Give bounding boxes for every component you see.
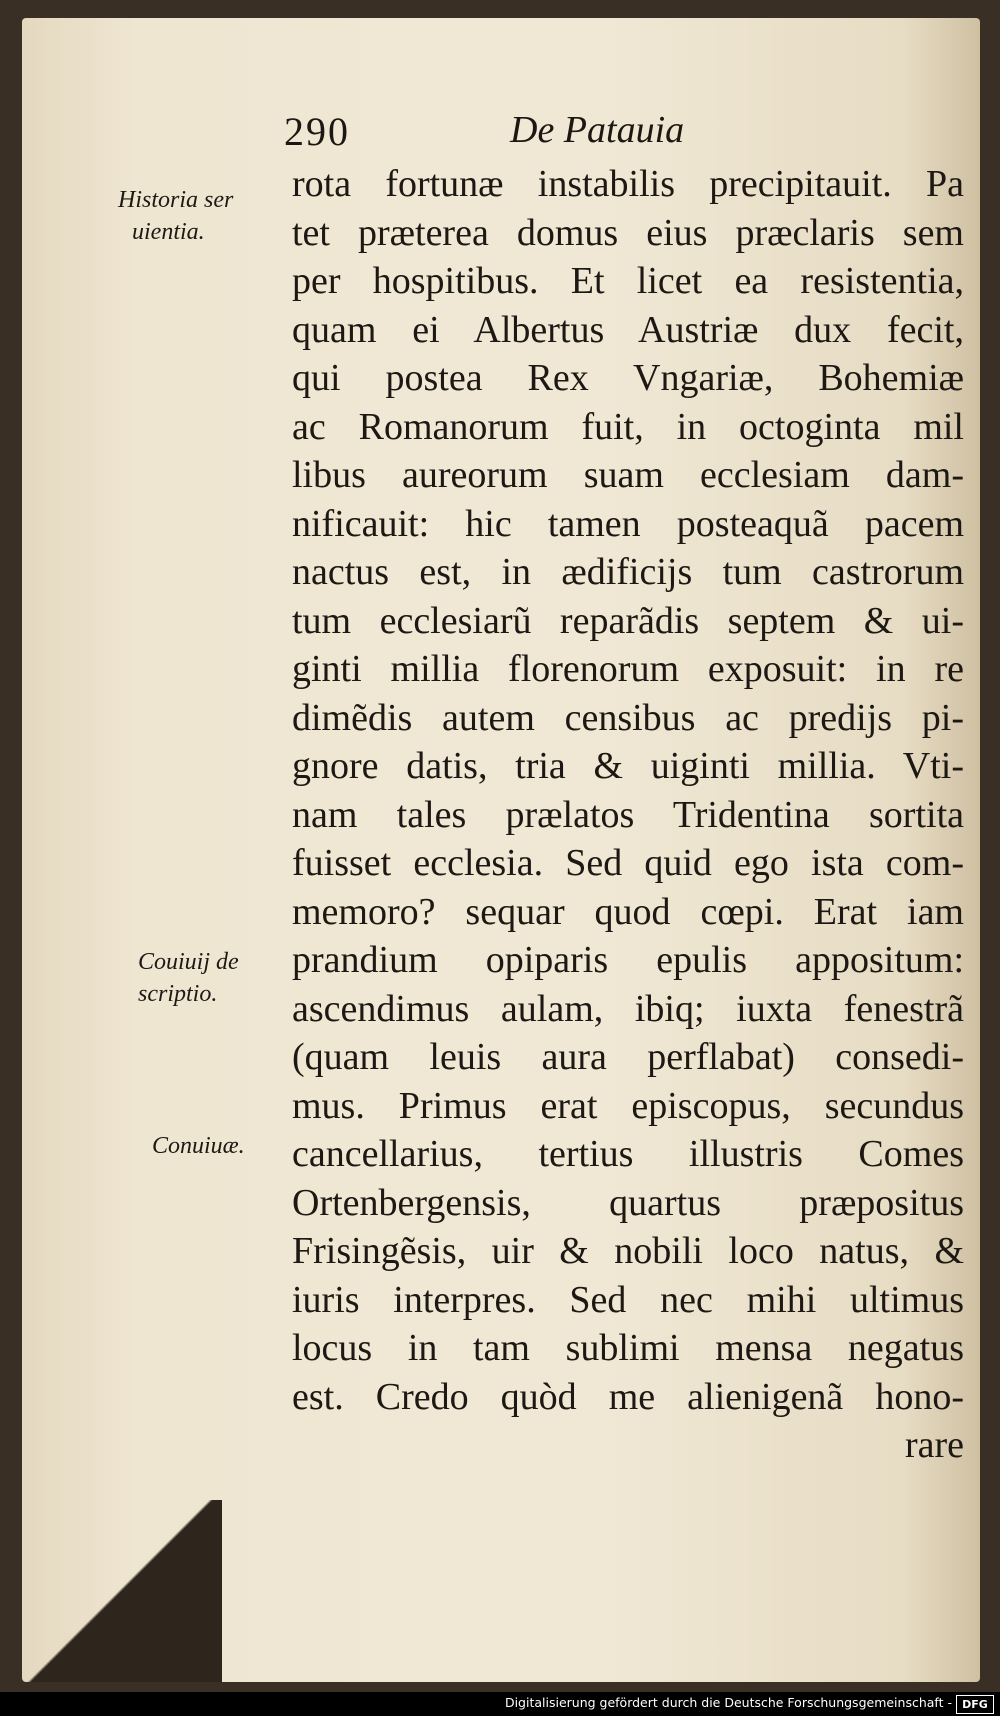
- text-line: est. Credo quòd me alienigenã hono-: [292, 1375, 964, 1418]
- marginal-note-line: Conuiuæ.: [152, 1133, 245, 1159]
- page-number: 290: [284, 109, 350, 154]
- text-line: quam ei Albertus Austriæ dux fecit,: [292, 308, 964, 351]
- running-title: De Patauia: [510, 109, 685, 151]
- dfg-logo-icon: DFG: [956, 1695, 994, 1714]
- text-line: dimẽdis autem censibus ac predijs pi-: [292, 696, 964, 739]
- text-line: nactus est, in ædificijs tum castrorum: [292, 551, 964, 593]
- folded-corner: [22, 1500, 222, 1682]
- text-line: ac Romanorum fuit, in octoginta mil: [292, 405, 964, 448]
- text-line: Ortenbergensis, quartus præpositus: [292, 1181, 964, 1224]
- text-line: (quam leuis aura perflabat) consedi-: [292, 1036, 964, 1078]
- text-line: qui postea Rex Vngariæ, Bohemiæ: [292, 357, 964, 399]
- text-line: per hospitibus. Et licet ea resistentia,: [292, 260, 964, 302]
- marginal-note-conuiuae: [152, 1130, 245, 1162]
- marginal-note-historia: [118, 184, 233, 248]
- text-line: tet præterea domus eius præclaris sem: [292, 211, 964, 254]
- text-line: fuisset ecclesia. Sed quid ego ista com-: [292, 842, 964, 884]
- footer-credit: Digitalisierung gefördert durch die Deutsche Forschungsgemeinschaft -: [504, 1695, 952, 1710]
- body-text: [292, 160, 964, 1470]
- marginal-note-conuiuij: [138, 946, 239, 1010]
- text-line: iuris interpres. Sed nec mihi ultimus: [292, 1278, 964, 1321]
- text-line: ginti millia florenorum exposuit: in re: [292, 648, 964, 690]
- text-line: nificauit: hic tamen posteaquã pacem: [292, 502, 964, 545]
- marginal-note-line: Historia ser: [118, 187, 234, 213]
- catchword: rare: [904, 1424, 964, 1466]
- text-line: locus in tam sublimi mensa negatus: [292, 1327, 964, 1369]
- text-line: ascendimus aulam, ibiq; iuxta fenestrã: [292, 987, 964, 1030]
- text-line: nam tales prælatos Tridentina sortita: [292, 793, 964, 836]
- text-line: rota fortunæ instabilis precipitauit. Pa: [292, 163, 964, 205]
- text-line: memoro? sequar quod cœpi. Erat iam: [292, 890, 964, 933]
- text-line: libus aureorum suam ecclesiam dam-: [292, 454, 964, 496]
- footer-bar: [0, 1692, 1000, 1716]
- text-line: gnore datis, tria & uiginti millia. Vti-: [292, 745, 964, 787]
- text-line: tum ecclesiarũ reparãdis septem & ui-: [292, 599, 964, 642]
- page-header: [280, 108, 920, 160]
- marginal-note-line: Couiuij de: [138, 949, 239, 975]
- text-line: prandium opiparis epulis appositum:: [292, 939, 964, 981]
- text-line: Frisingẽsis, uir & nobili loco natus, &: [292, 1230, 964, 1272]
- marginal-note-line: scriptio.: [138, 981, 218, 1007]
- text-line: mus. Primus erat episcopus, secundus: [292, 1084, 964, 1127]
- marginal-note-line: uientia.: [132, 219, 205, 245]
- text-line: cancellarius, tertius illustris Comes: [292, 1133, 964, 1175]
